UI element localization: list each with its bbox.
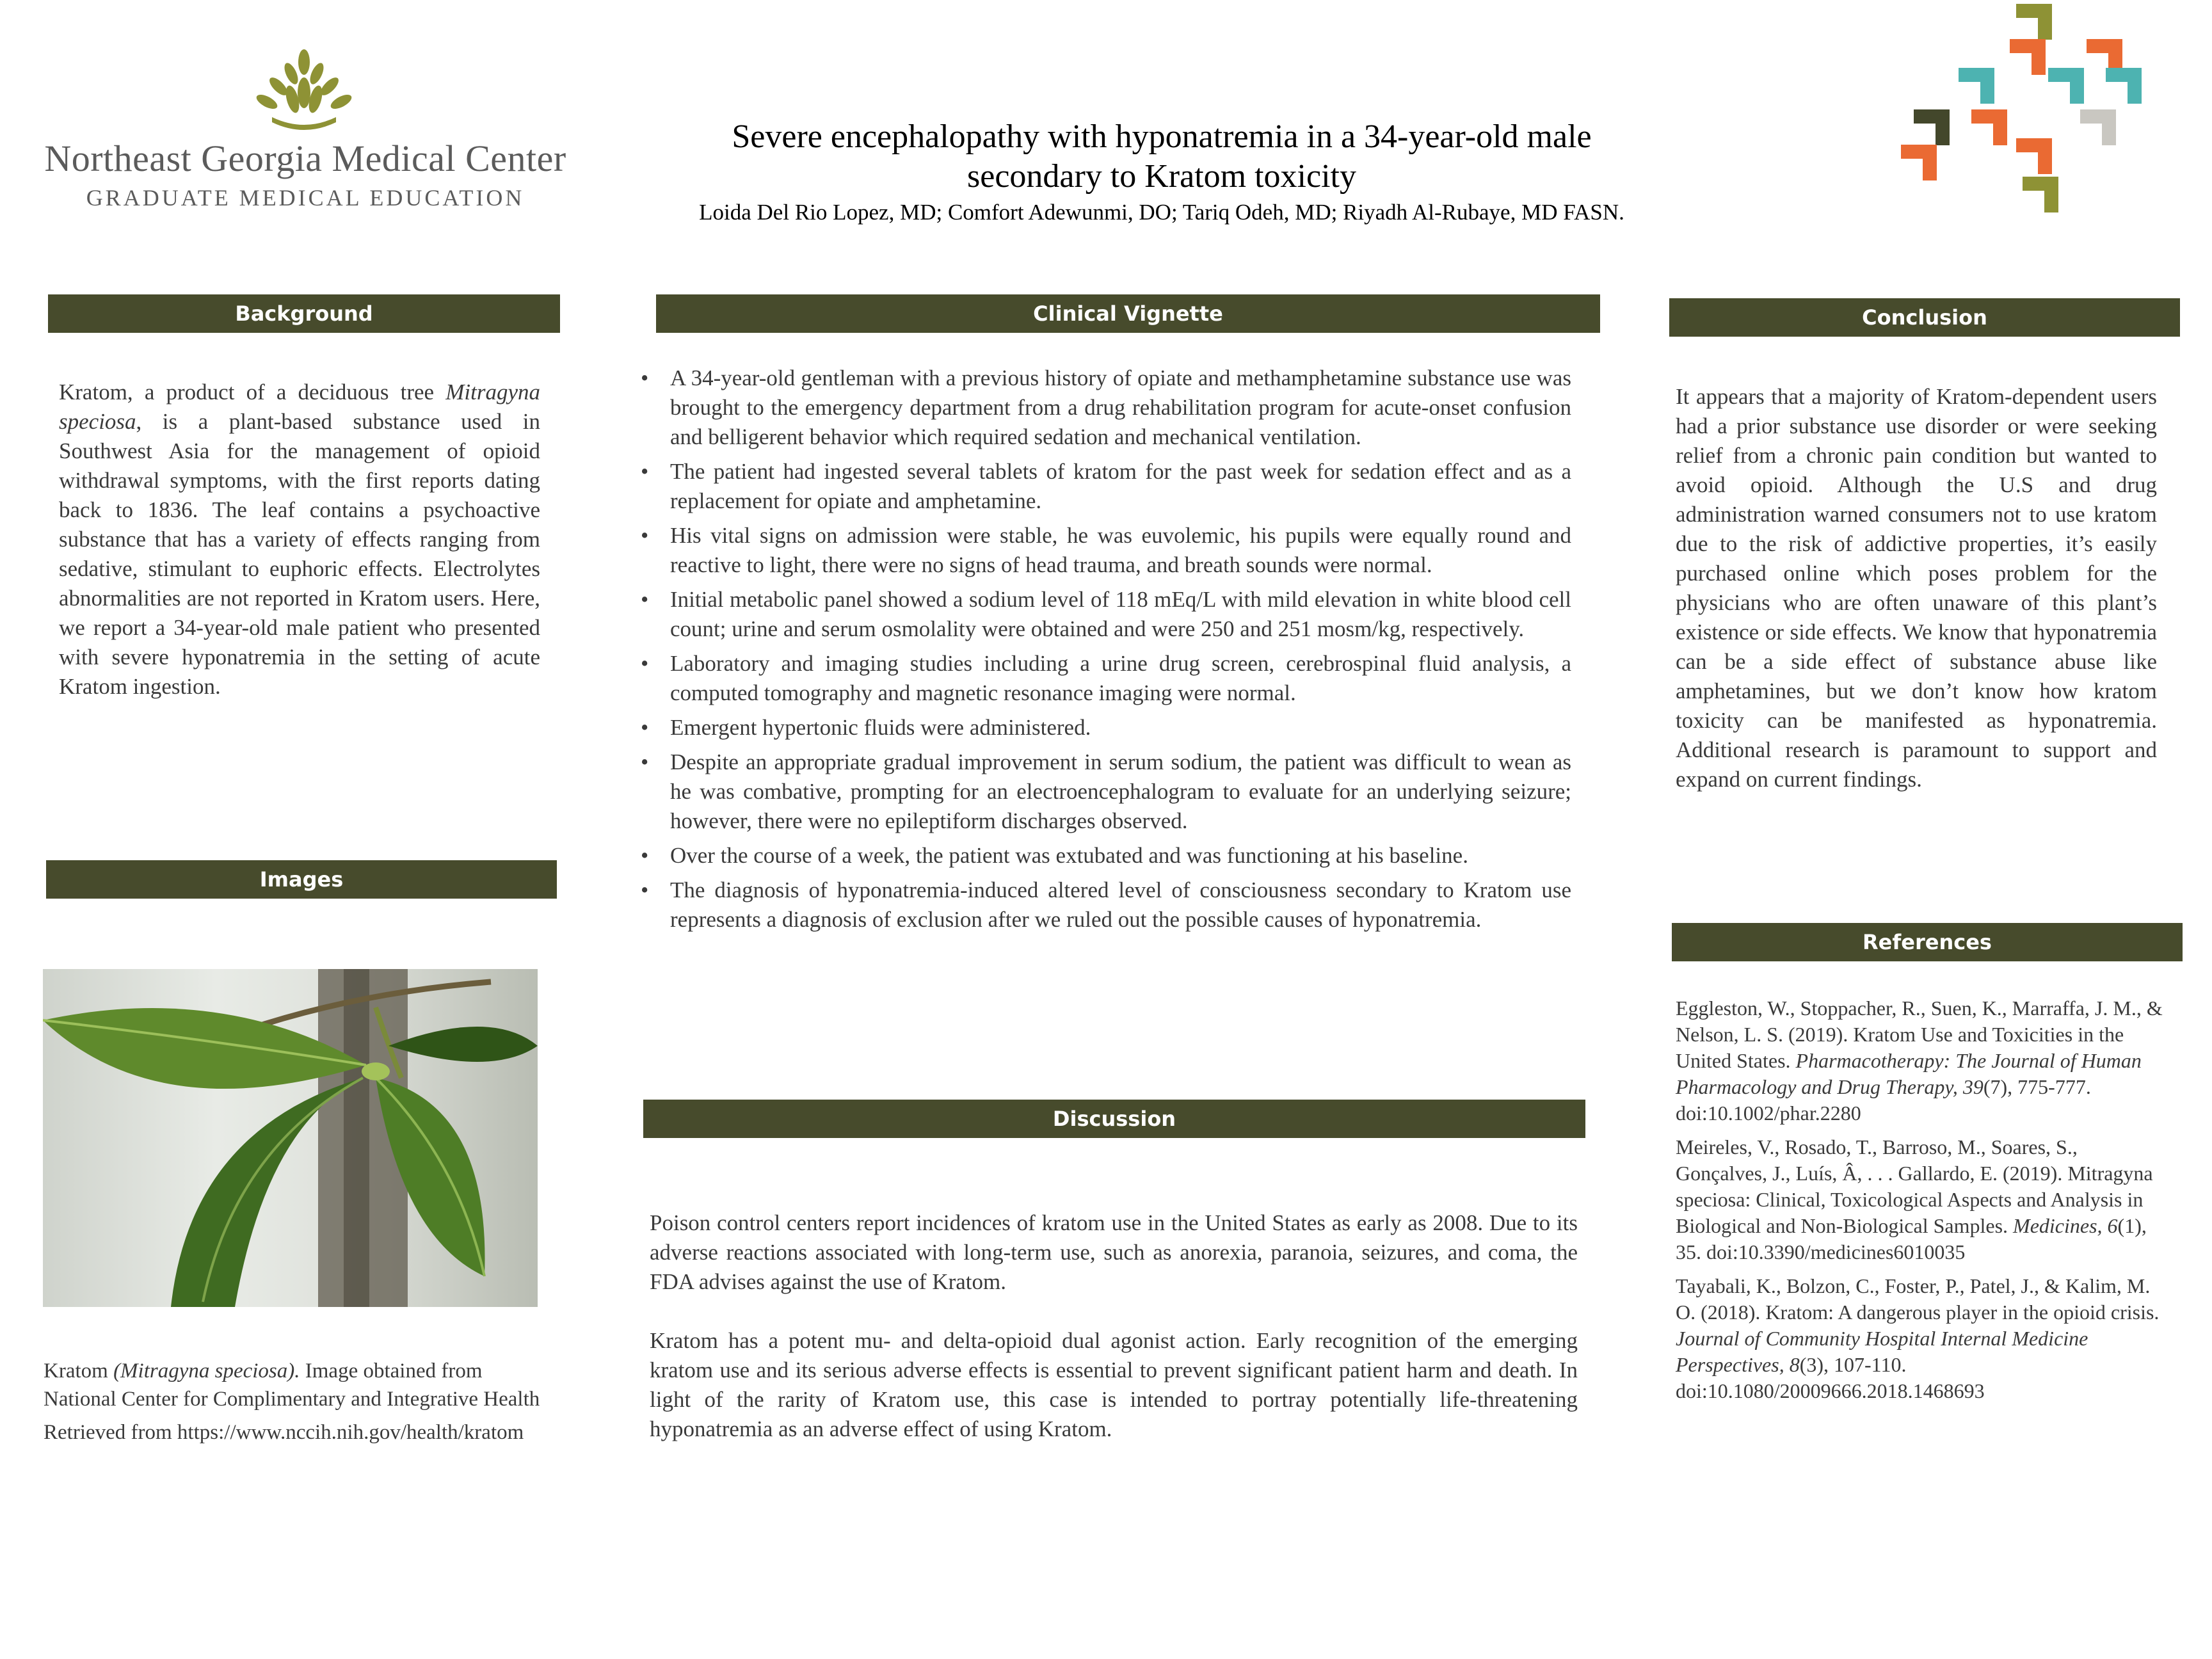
images-heading: Images xyxy=(46,860,557,899)
discussion-paragraph-1: Poison control centers report incidences of kratom use in the United States as early as 2008. Due to its adverse reactions associated with long-term use, such as anorexia, paranoia, seizures, and coma, the FDA advises against the use of Kratom. xyxy=(650,1210,1578,1294)
reference-journal: Journal of Community Hospital Internal Medicine Perspectives, 8 xyxy=(1676,1327,2088,1376)
reference-details: (1), 35. doi:10.3390/medicines6010035 xyxy=(1676,1214,2147,1263)
vignette-item-text: His vital signs on admission were stable, he was euvolemic, his pupils were equally round and reactive to light, there were no signs of head trauma, and breath sounds were normal. xyxy=(670,523,1571,577)
logo-name: Northeast Georgia Medical Center xyxy=(44,138,566,179)
background-text-intro: Kratom, a product of a deciduous tree xyxy=(59,380,446,405)
list-item xyxy=(637,457,1571,516)
background-text-species: Mitragyna speciosa xyxy=(59,380,540,434)
bullet-icon: • xyxy=(641,749,649,774)
vignette-item-text: Emergent hypertonic fluids were administered. xyxy=(670,715,1091,740)
title-line-1: Severe encephalopathy with hyponatremia in a 34-year-old male xyxy=(732,118,1592,155)
reference-journal: Medicines, 6 xyxy=(2013,1214,2118,1237)
title-line-2: secondary to Kratom toxicity xyxy=(967,158,1356,195)
vignette-item-text: Over the course of a week, the patient was extubated and was functioning at his baseline. xyxy=(670,843,1468,868)
background-text xyxy=(59,378,540,701)
list-item xyxy=(637,876,1571,934)
logo-subtitle: GRADUATE MEDICAL EDUCATION xyxy=(86,185,525,211)
list-item xyxy=(637,713,1571,742)
references-heading: References xyxy=(1672,923,2183,961)
reference-item xyxy=(1676,1134,2165,1265)
vignette-list xyxy=(637,364,1571,940)
vignette-item-text: Despite an appropriate gradual improvement in serum sodium, the patient was difficult to wean as he was combative, prompting for an electroencephalogram to evaluate for an underlying seizure; however, there were no epileptiform discharges observed. xyxy=(670,749,1571,833)
caption-species: (Mitragyna speciosa). xyxy=(113,1359,300,1382)
bullet-icon: • xyxy=(641,715,649,740)
bullet-icon: • xyxy=(641,843,649,868)
vignette-item-text: Initial metabolic panel showed a sodium level of 118 mEq/L with mild elevation in white blood cell count; urine and serum osmolality were obtained and were 250 and 251 mosm/kg, respectively. xyxy=(670,587,1571,641)
reference-details: (7), 775-777. doi:10.1002/phar.2280 xyxy=(1676,1075,2091,1125)
bullet-icon: • xyxy=(641,878,649,902)
chevron-pattern-icon xyxy=(1888,0,2170,230)
list-item xyxy=(637,585,1571,644)
bullet-icon: • xyxy=(641,523,649,548)
wheat-logo-icon xyxy=(246,48,362,138)
vignette-item-text: The patient had ingested several tablets of kratom for the past week for sedation effect and as a replacement for opiate and amphetamine. xyxy=(670,459,1571,513)
reference-details: (3), 107-110. doi:10.1080/20009666.2018.1468693 xyxy=(1676,1353,1985,1402)
list-item xyxy=(637,649,1571,708)
vignette-item-text: A 34-year-old gentleman with a previous history of opiate and methamphetamine substance use was brought to the emergency department from a drug rehabilitation program for acute-onset confusion and belligerent behavior which required sedation and mechanical ventilation. xyxy=(670,365,1571,449)
background-text-body: , is a plant-based substance used in Southwest Asia for the management of opioid withdrawal symptoms, with the first reports dating back to 1836. The leaf contains a psychoactive substance that has a variety of effects ranging from sedative, stimulant to euphoric effects. Electrolytes abnormalities are not reported in Kratom users. Here, we report a 34-year-old male patient who presented with severe hyponatremia in the setting of acute Kratom ingestion. xyxy=(59,409,540,699)
list-item xyxy=(637,521,1571,580)
kratom-leaf-photo xyxy=(43,969,538,1307)
reference-text: Eggleston, W., Stoppacher, R., Suen, K., Marraffa, J. M., & Nelson, L. S. (2019). Kratom Use and Toxicities in the United States. xyxy=(1676,997,2163,1072)
kratom-leaf-icon xyxy=(43,969,538,1307)
vignette-item-text: Laboratory and imaging studies including a urine drug screen, cerebrospinal fluid analysis, a computed tomography and magnetic resonance imaging were normal. xyxy=(670,651,1571,705)
bullet-icon: • xyxy=(641,651,649,676)
vignette-item-text: The diagnosis of hyponatremia-induced altered level of consciousness secondary to Kratom use represents a diagnosis of exclusion after we ruled out the possible causes of hyponatremia. xyxy=(670,878,1571,932)
references-list xyxy=(1676,995,2165,1412)
bullet-icon: • xyxy=(641,587,649,612)
list-item xyxy=(637,364,1571,452)
vignette-heading: Clinical Vignette xyxy=(656,294,1600,333)
background-heading: Background xyxy=(48,294,560,333)
reference-text: Tayabali, K., Bolzon, C., Foster, P., Patel, J., & Kalim, M. O. (2018). Kratom: A dangerous player in the opioid crisis. xyxy=(1676,1274,2160,1324)
caption-intro: Kratom xyxy=(44,1359,114,1382)
caption-source: Image obtained from National Center for Complimentary and Integrative Health xyxy=(44,1359,540,1411)
reference-journal: Pharmacotherapy: The Journal of Human Pharmacology and Drug Therapy, 39 xyxy=(1676,1049,2142,1098)
poster-title xyxy=(576,117,1747,196)
conclusion-text: It appears that a majority of Kratom-dependent users had a prior substance use disorder or were seeking relief from a chronic pain condition but wanted to avoid opioid. Although the U.S and drug administration warned consumers not to use kratom due to the risk of addictive properties, it’s easily purchased online which poses problem for the physicians who are often unaware of this plant’s existence or side effects. We know that hyponatremia can be a side effect of substance abuse like amphetamines, but we don’t know how kratom toxicity can be manifested as hyponatremia. Additional research is paramount to support and expand on current findings. xyxy=(1676,384,2157,792)
discussion-heading: Discussion xyxy=(643,1100,1585,1138)
reference-item xyxy=(1676,1273,2165,1404)
list-item xyxy=(637,748,1571,836)
image-retrieved-text: Retrieved from https://www.nccih.nih.gov/health/kratom xyxy=(44,1421,524,1444)
reference-item xyxy=(1676,995,2165,1126)
conclusion-heading: Conclusion xyxy=(1669,298,2180,337)
discussion-paragraph-2: Kratom has a potent mu- and delta-opioid dual agonist action. Early recognition of the emerging kratom use and its serious adverse effects is essential to prevent significant patient harm and death. In light of the rarity of Kratom use, this case is intended to portray potentially life-threatening hyponatremia as an adverse effect of using Kratom. xyxy=(650,1328,1578,1441)
image-caption xyxy=(44,1357,549,1452)
image-caption-text xyxy=(44,1357,549,1413)
author-list: Loida Del Rio Lopez, MD; Comfort Adewunmi, DO; Tariq Odeh, MD; Riyadh Al-Rubaye, MD FASN. xyxy=(699,200,1624,225)
bullet-icon: • xyxy=(641,365,649,390)
list-item xyxy=(637,841,1571,870)
reference-text: Meireles, V., Rosado, T., Barroso, M., Soares, S., Gonçalves, J., Luís, Â, . . . Gallardo, E. (2019). Mitragyna speciosa: Clinical, Toxicological Aspects and Analysis in Biological and Non-Biological Samples. xyxy=(1676,1135,2153,1237)
bullet-icon: • xyxy=(641,459,649,484)
